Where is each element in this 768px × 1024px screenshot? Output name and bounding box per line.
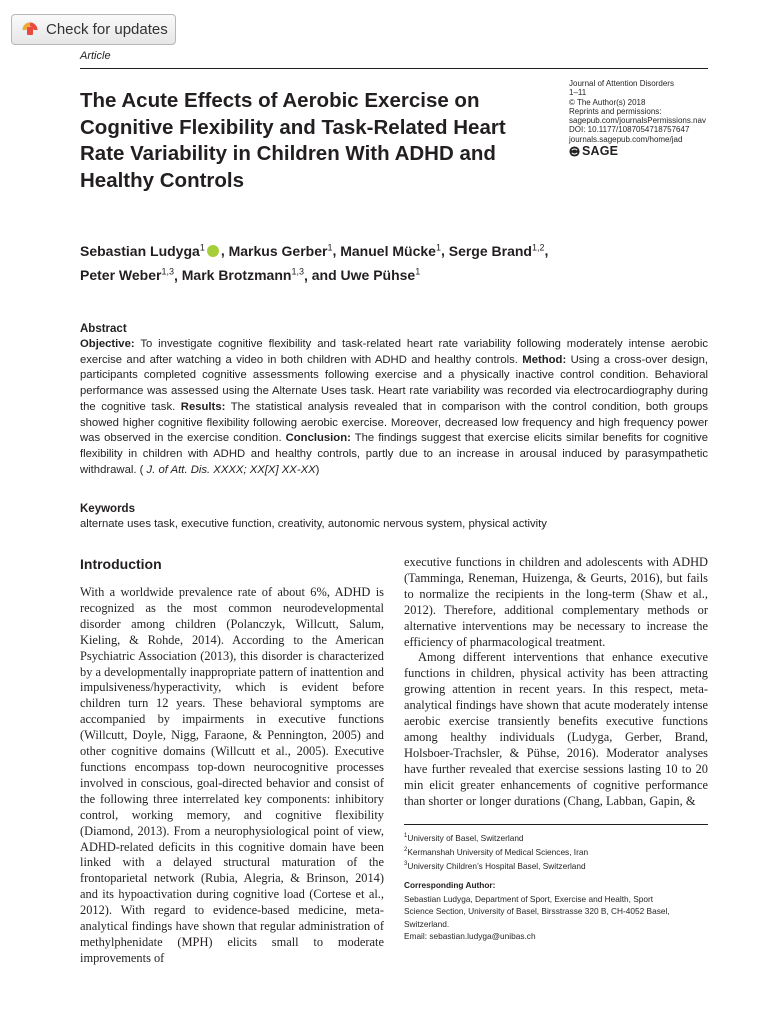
author: Manuel Mücke$^1$ — [340, 242, 441, 259]
doi[interactable]: DOI: 10.1177/1087054718757647 — [569, 125, 690, 135]
introduction-heading: Introduction — [80, 556, 162, 572]
affiliation: $^2$Kermanshah University of Medical Sciences, Iran — [404, 846, 589, 857]
orcid-icon[interactable] — [207, 245, 219, 257]
affiliations — [404, 830, 714, 873]
publisher-name: SAGE — [582, 143, 619, 158]
sage-logo-icon — [569, 146, 580, 157]
journal-pages: 1–11 — [569, 88, 587, 98]
journal-info — [569, 79, 759, 157]
reprints-link[interactable]: sagepub.com/journalsPermissions.nav — [569, 116, 706, 126]
author: Sebastian Ludyga$^1$ — [80, 242, 205, 259]
keywords-list: alternate uses task, executive function, creativity, autonomic nervous system, physical activity — [80, 518, 547, 530]
intro-paragraph: executive functions in children and adolescents with ADHD (Tamminga, Reneman, Huizenga, & Geurts, 2016), but fails to normalize the recipients in the long-term (Shaw et al., 2012). Therefore, additional complementary methods or alternative interventions may be necessary to increase the efficiency of pharmacological treatment. — [404, 555, 708, 649]
author: and Uwe Pühse$^1$ — [311, 266, 421, 284]
author: Serge Brand$^{1,2}$ — [448, 242, 545, 259]
email-link[interactable]: Email: sebastian.ludyga@unibas.ch — [404, 931, 536, 942]
corresponding-author-heading: Corresponding Author: — [404, 880, 496, 890]
publisher-logo — [569, 143, 759, 158]
intro-left-column: With a worldwide prevalence rate of about 6%, ADHD is recognized as the most common neurodevelopmental disorder among children (Polanczyk, Willcutt, Salum, Kieling, & Rohde, 2014). According to the American Psychiatric Association (2013), this disorder is characterized by a developmentally inappropriate pattern of inattention and impulsiveness/hyperactivity, which is evident before children turn 12 years. These behavioral symptoms are accompanied by impairments in executive functions (Willcutt, Doyle, Nigg, Faraone, & Pennington, 2005) and other cognitive domains (Willcutt et al., 2005). Executive functions encompass top-down neurocognitive processes involved in conscious, goal-directed behavior and consist of the following three interrelated key components: inhibitory control, working memory, and cognitive flexibility (Diamond, 2013). From a neurophysiological point of view, ADHD-related deficits in this cognitive domain have been linked with a delayed structural maturation of the frontoparietal network (Rubia, Alegria, & Brinson, 2014) and its hypoactivation during cognitive load (Cortese et al., 2012). With regard to evidence-based medicine, meta-analytical findings have shown that regular administration of methylphenidate (MPH) elicits small to moderate improvements of — [80, 585, 384, 965]
footnote-rule — [404, 824, 708, 825]
check-for-updates-label: Check for updates — [46, 21, 168, 38]
copyright: © The Author(s) 2018 — [569, 97, 646, 107]
corresponding-author: Sebastian Ludyga, Department of Sport, Exercise and Health, Sport Science Section, University of Basel, Birsstrasse 320 B, CH-4052 Basel, Switzerland. Email: sebastian.ludyga@unibas.ch — [404, 893, 704, 943]
header-rule — [80, 68, 708, 69]
author-list: Sebastian Ludyga$^1$ , Markus Gerber$^1$, Manuel Mücke$^1$, Serge Brand$^{1,2}$, Peter Weber$^{1,3}$, Mark Brotzmann$^{1,3}$, and Uwe Pühse$^1$ — [80, 242, 549, 284]
reprints: Reprints and permissions: — [569, 106, 662, 116]
article-title: The Acute Effects of Aerobic Exercise on Cognitive Flexibility and Task-Related Heart Rate Variability in Children With ADHD and Healthy Controls — [80, 89, 506, 192]
article-type: Article — [80, 50, 111, 62]
intro-right-column — [404, 555, 708, 810]
author: Peter Weber$^{1,3}$ — [80, 266, 174, 284]
affiliation: $^1$University of Basel, Switzerland — [404, 832, 524, 843]
author: Mark Brotzmann$^{1,3}$ — [181, 266, 304, 284]
affiliation: $^3$University Children’s Hospital Basel, Switzerland — [404, 861, 586, 872]
intro-paragraph: Among different interventions that enhance executive functions in children, physical activity has been attracting growing attention in recent years. In this respect, meta-analytical findings have shown that acute moderately intense aerobic exercise transiently benefits executive functions among healthy individuals (Ludyga, Gerber, Brand, Holsboer-Trachsler, & Pühse, 2016). Moderator analyses have further revealed that exercise sessions lasting 10 to 20 min elicit greater enhancements of cognitive performance than shorter or longer durations (Chang, Labban, Gapin, & — [404, 650, 708, 808]
check-for-updates-icon — [21, 21, 39, 39]
abstract-heading: Abstract — [80, 323, 127, 335]
journal-name: Journal of Attention Disorders — [569, 79, 674, 88]
keywords-heading: Keywords — [80, 503, 135, 515]
journal-home-link[interactable]: journals.sagepub.com/home/jad — [569, 134, 683, 144]
check-for-updates-button[interactable] — [11, 14, 176, 45]
author: Markus Gerber$^1$ — [228, 242, 333, 259]
abstract-text: Objective: To investigate cognitive flexibility and task-related heart rate variability following moderately intense aerobic exercise and after watching a video in both children with ADHD and healthy controls. Method: Using a cross-over design, participants completed cognitive assessments following exercise and a physically inactive control condition. Behavioral performance was assessed using the Alternate Uses task. Heart rate variability was recorded via electrocardiography during the cognitive task. Results: The statistical analysis revealed that in comparison with the control condition, both groups showed higher cognitive flexibility following aerobic exercise. Moreover, decreased low frequency and high frequency power was observed in the exercise condition. Conclusion: The findings suggest that exercise elicits similar benefits for cognitive flexibility in children with ADHD and healthy controls, partly due to an increase in arousal induced by parasympathetic withdrawal. ( J. of Att. Dis. XXXX; XX[X] XX-XX) — [80, 338, 708, 476]
